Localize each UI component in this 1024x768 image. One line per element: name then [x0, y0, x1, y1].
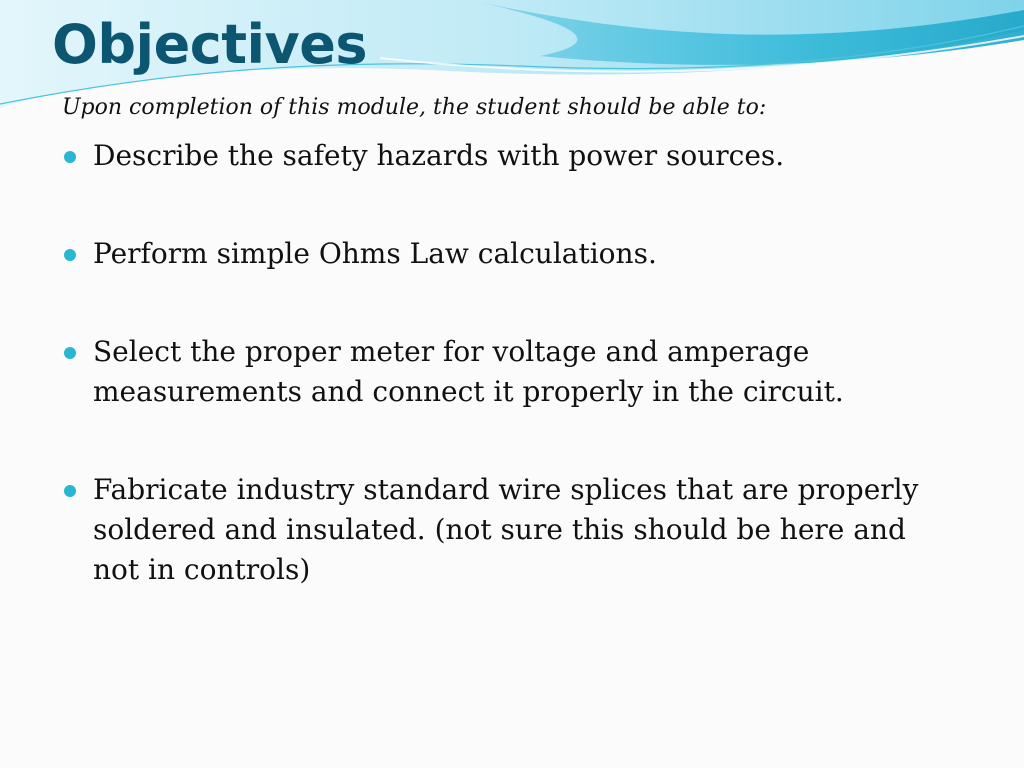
list-item-text: Fabricate industry standard wire splices that are properly soldered and insulated. (not sure this should be here and not in controls) — [93, 473, 919, 586]
list-item-text: Perform simple Ohms Law calculations. — [93, 237, 657, 270]
objectives-list — [62, 136, 942, 648]
bullet-dot-icon — [64, 485, 76, 497]
list-item — [62, 470, 942, 590]
list-item-text: Select the proper meter for voltage and amperage measurements and connect it properly in the circuit. — [93, 335, 844, 408]
list-item-text: Describe the safety hazards with power sources. — [93, 139, 785, 172]
bullet-dot-icon — [64, 347, 76, 359]
slide-subtitle: Upon completion of this module, the student should be able to: — [62, 95, 767, 120]
list-item — [62, 234, 942, 274]
bullet-dot-icon — [64, 249, 76, 261]
bullet-dot-icon — [64, 151, 76, 163]
list-item — [62, 332, 942, 412]
list-item — [62, 136, 942, 176]
slide-title: Objectives — [52, 13, 367, 76]
